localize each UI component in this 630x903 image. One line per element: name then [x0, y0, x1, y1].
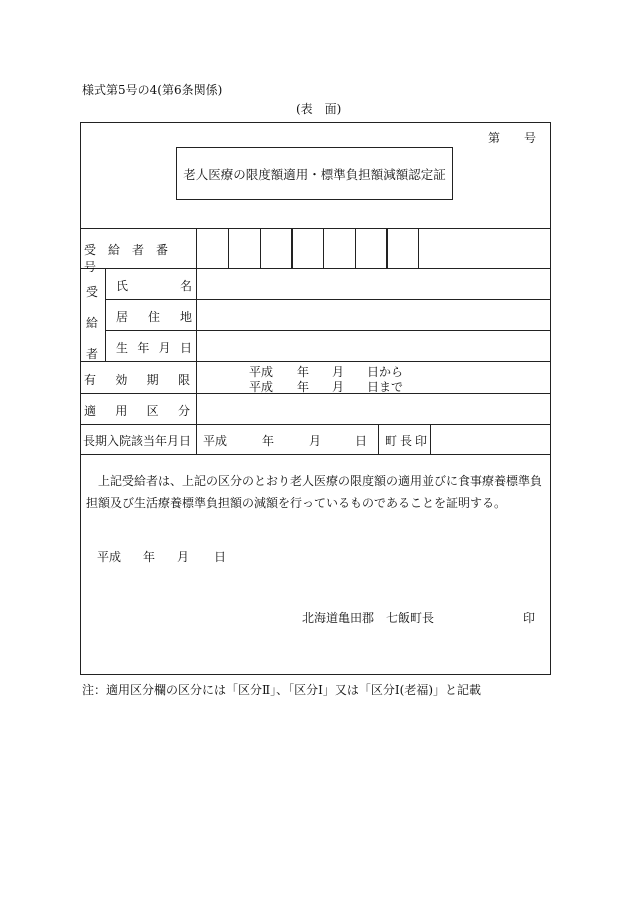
long-stay-divider [378, 424, 379, 454]
recipient-group-label: 受給者 [86, 285, 99, 361]
issuer-seal: 印 [523, 611, 536, 625]
row-line [105, 330, 551, 331]
label-column-line [196, 228, 197, 454]
number-go-label: 号 [524, 131, 537, 145]
long-stay-day: 日 [355, 434, 368, 448]
birthdate-label: 生年月日 [116, 341, 192, 355]
digit-box-line [418, 228, 419, 268]
long-stay-label: 長期入院該当年月日 [83, 434, 192, 448]
issue-day: 日 [214, 550, 227, 564]
recipient-group-line [105, 268, 106, 361]
form-number-label: 様式第5号の4(第6条関係) [82, 83, 223, 97]
name-label: 氏名 [116, 279, 192, 293]
validity-label: 有効期限 [84, 373, 190, 387]
issue-era: 平成 [97, 550, 122, 564]
category-label: 適用区分 [84, 404, 190, 418]
long-stay-divider [430, 424, 431, 454]
row-line [80, 424, 551, 425]
issue-year: 年 [143, 550, 156, 564]
long-stay-year: 年 [262, 434, 275, 448]
row-line [80, 454, 551, 455]
validity-to-year: 年 [297, 380, 310, 394]
digit-box-line [355, 228, 356, 268]
validity-from-month: 月 [332, 365, 345, 379]
validity-from-day: 日から [367, 365, 404, 379]
row-line [80, 361, 551, 362]
row-line [80, 228, 551, 229]
footnote: 注：適用区分欄の区分には「区分Ⅱ」、「区分Ⅰ」又は「区分Ⅰ(老福)」と記載 [82, 683, 482, 697]
validity-to-day: 日まで [367, 380, 404, 394]
certificate-frame [80, 122, 551, 675]
row-line [80, 393, 551, 394]
certificate-title: 老人医療の限度額適用・標準負担額減額認定証 [176, 147, 453, 200]
recipient-number-label: 受給者番号 [84, 243, 181, 274]
validity-from-year: 年 [297, 365, 310, 379]
digit-box-line [228, 228, 229, 268]
digit-box-line [260, 228, 261, 268]
address-label: 居住地 [116, 310, 192, 324]
validity-to-month: 月 [332, 380, 345, 394]
issue-month: 月 [177, 550, 190, 564]
long-stay-month: 月 [309, 434, 322, 448]
row-line [105, 299, 551, 300]
certification-text: 上記受給者は、上記の区分のとおり老人医療の限度額の適用並びに食事療養標準負担額及び生活療養標準負担額の減額を行っているものであることを証明する。 [86, 474, 543, 510]
long-stay-era: 平成 [203, 434, 228, 448]
digit-box-line [291, 228, 293, 268]
validity-from-era: 平成 [249, 365, 274, 379]
side-label: (表 面) [296, 102, 342, 116]
seal-label: 町長印 [385, 434, 431, 448]
digit-box-line [386, 228, 388, 268]
digit-box-line [323, 228, 324, 268]
validity-to-era: 平成 [249, 380, 274, 394]
issuer-label: 北海道亀田郡 七飯町長 [302, 611, 435, 625]
number-dai-label: 第 [488, 131, 501, 145]
